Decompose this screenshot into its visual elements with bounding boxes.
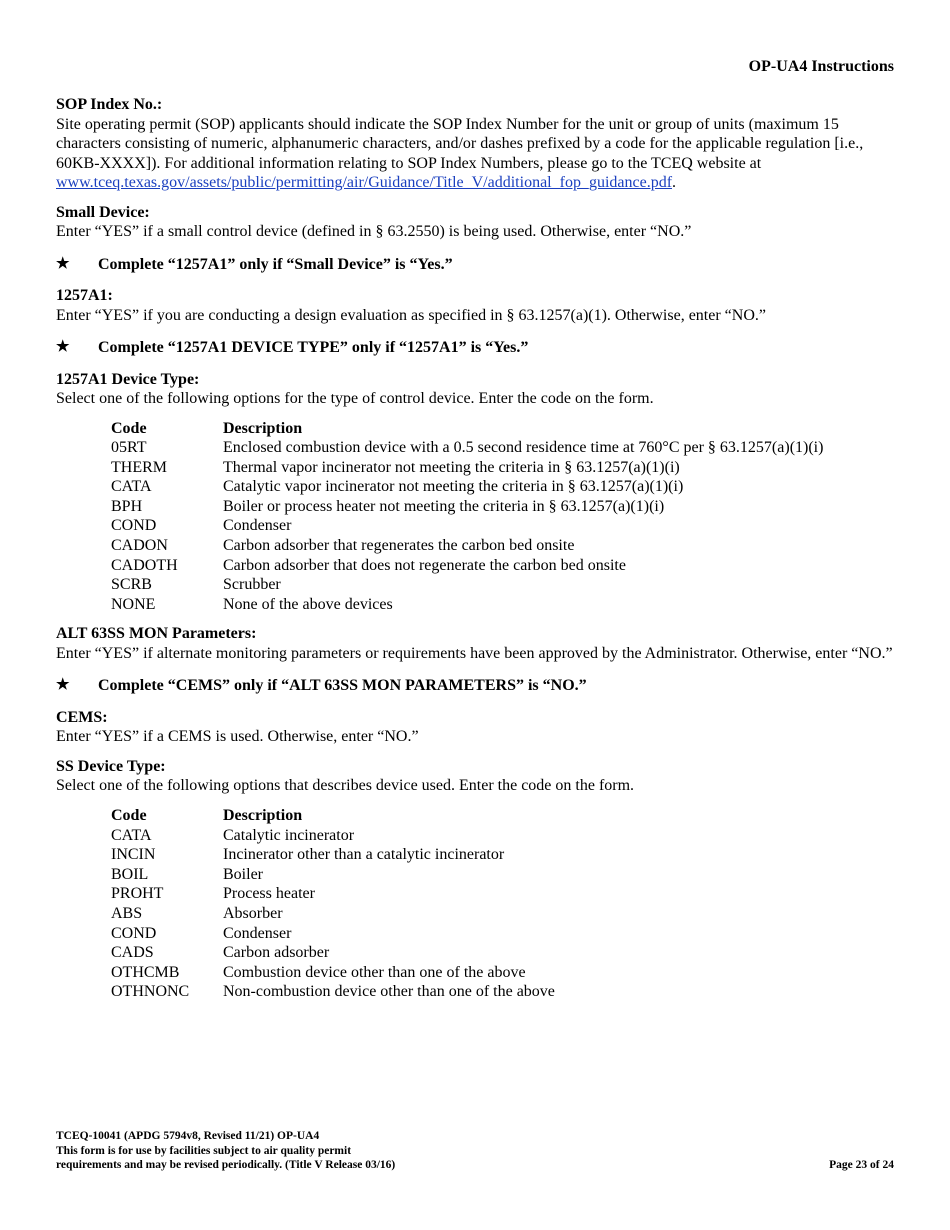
description-cell: Absorber	[223, 904, 283, 922]
device-type-section	[56, 370, 894, 615]
description-cell: Enclosed combustion device with a 0.5 second residence time at 760°C per § 63.1257(a)(1)(i)	[223, 439, 824, 457]
code-cell: CADS	[111, 944, 154, 962]
small-device-section	[56, 203, 894, 242]
description-cell: Catalytic incinerator	[223, 826, 355, 844]
description-column-header: Description	[223, 419, 303, 437]
alt-mon-section	[56, 624, 894, 663]
table-row	[111, 963, 555, 983]
code-cell: BOIL	[111, 865, 149, 883]
sop-index-body: Site operating permit (SOP) applicants should indicate the SOP Index Number for the unit or group of units (maximum 15 characters consisting of numeric, alphanumeric characters, and/or dashes prefixed by a code for the applicable regulation [i.e., 60KB-XXXX]). For additional information relating to SOP Index Numbers, please go to the TCEQ website at	[56, 115, 864, 172]
code-cell: SCRB	[111, 576, 152, 594]
code-cell: CATA	[111, 478, 152, 496]
description-column-header: Description	[223, 806, 303, 824]
device-type-text: Select one of the following options for the type of control device. Enter the code on the form.	[56, 390, 654, 407]
star-icon: ★	[56, 677, 70, 694]
device-type-rows	[111, 438, 823, 614]
1257a1-text: Enter “YES” if you are conducting a design evaluation as specified in § 63.1257(a)(1). Otherwise, enter “NO.”	[56, 306, 766, 324]
description-cell: Incinerator other than a catalytic incinerator	[223, 846, 505, 864]
footer-form-id: TCEQ-10041 (APDG 5794v8, Revised 11/21) OP-UA4	[56, 1130, 320, 1142]
description-cell: Non-combustion device other than one of the above	[223, 983, 555, 1001]
ss-device-heading: SS Device Type:	[56, 757, 166, 775]
device-type-heading: 1257A1 Device Type:	[56, 370, 200, 388]
table-row	[111, 438, 823, 458]
ss-device-rows	[111, 826, 555, 1002]
note-text: Complete “CEMS” only if “ALT 63SS MON PARAMETERS” is “NO.”	[98, 677, 587, 695]
table-row	[111, 982, 555, 1002]
description-cell: Condenser	[223, 924, 292, 942]
code-cell: OTHNONC	[111, 983, 190, 1001]
code-cell: COND	[111, 517, 157, 535]
table-header-row	[111, 806, 555, 826]
page-footer	[56, 1129, 894, 1173]
code-cell: ABS	[111, 904, 143, 922]
note-text: Complete “1257A1” only if “Small Device” is “Yes.”	[98, 255, 453, 273]
description-cell: Boiler	[223, 865, 263, 883]
table-row	[111, 477, 823, 497]
document-page	[56, 0, 894, 1230]
code-cell: CATA	[111, 826, 152, 844]
code-cell: OTHCMB	[111, 963, 180, 981]
table-row	[111, 516, 823, 536]
code-cell: THERM	[111, 458, 167, 476]
description-cell: Boiler or process heater not meeting the criteria in § 63.1257(a)(1)(i)	[223, 497, 665, 515]
footer-notice-line1: This form is for use by facilities subject to air quality permit	[56, 1144, 352, 1157]
description-cell: Combustion device other than one of the above	[223, 963, 526, 981]
description-cell: Catalytic vapor incinerator not meeting the criteria in § 63.1257(a)(1)(i)	[223, 478, 684, 496]
table-row	[111, 536, 823, 556]
table-row	[111, 904, 555, 924]
table-row	[111, 497, 823, 517]
table-row	[111, 458, 823, 478]
table-row	[111, 924, 555, 944]
tceq-guidance-link[interactable]: www.tceq.texas.gov/assets/public/permitting/air/Guidance/Title_V/additional_fop_guidance.pdf	[56, 174, 673, 191]
sop-index-end: .	[672, 174, 677, 191]
description-cell: Condenser	[223, 517, 292, 535]
description-cell: Carbon adsorber that does not regenerate the carbon bed onsite	[223, 556, 626, 574]
code-cell: CADON	[111, 537, 168, 555]
small-device-text: Enter “YES” if a small control device (defined in § 63.2550) is being used. Otherwise, enter “NO.”	[56, 223, 692, 240]
page-number: Page 23 of 24	[829, 1159, 894, 1171]
code-cell: NONE	[111, 595, 156, 613]
description-cell: Scrubber	[223, 576, 281, 594]
note-1257a1-device-type	[56, 338, 894, 358]
device-type-table	[111, 419, 823, 615]
description-cell: Process heater	[223, 885, 315, 903]
cems-text: Enter “YES” if a CEMS is used. Otherwise, enter “NO.”	[56, 728, 419, 746]
table-row	[111, 595, 823, 615]
code-column-header: Code	[111, 806, 147, 824]
sop-index-heading: SOP Index No.:	[56, 96, 163, 113]
code-cell: BPH	[111, 497, 143, 515]
code-cell: CADOTH	[111, 556, 178, 574]
sop-index-section	[56, 95, 894, 193]
note-cems	[56, 676, 894, 696]
description-cell: Carbon adsorber	[223, 944, 330, 962]
code-cell: COND	[111, 924, 157, 942]
cems-section	[56, 708, 894, 747]
code-cell: PROHT	[111, 885, 164, 903]
ss-device-table	[111, 806, 555, 1002]
sop-index-text	[56, 115, 894, 193]
code-cell: INCIN	[111, 846, 156, 864]
1257a1-section	[56, 286, 894, 325]
small-device-heading: Small Device:	[56, 203, 150, 221]
table-row	[111, 865, 555, 885]
1257a1-heading: 1257A1:	[56, 287, 113, 304]
table-row	[111, 556, 823, 576]
star-icon: ★	[56, 339, 70, 355]
alt-mon-heading: ALT 63SS MON Parameters:	[56, 625, 257, 643]
description-cell: None of the above devices	[223, 595, 393, 613]
table-row	[111, 575, 823, 595]
description-cell: Carbon adsorber that regenerates the carbon bed onsite	[223, 537, 575, 555]
footer-notice-line2: requirements and may be revised periodically. (Title V Release 03/16)	[56, 1159, 396, 1172]
note-text: Complete “1257A1 DEVICE TYPE” only if “1257A1” is “Yes.”	[98, 339, 529, 356]
table-row	[111, 884, 555, 904]
code-cell: 05RT	[111, 439, 147, 457]
ss-device-section	[56, 757, 894, 1002]
cems-heading: CEMS:	[56, 708, 108, 726]
table-row	[111, 943, 555, 963]
code-column-header: Code	[111, 419, 147, 437]
note-1257a1	[56, 255, 894, 275]
page-header-title: OP-UA4 Instructions	[748, 58, 894, 75]
alt-mon-text: Enter “YES” if alternate monitoring parameters or requirements have been approved by the Administrator. Otherwise, enter “NO.”	[56, 644, 893, 662]
table-row	[111, 826, 555, 846]
description-cell: Thermal vapor incinerator not meeting the criteria in § 63.1257(a)(1)(i)	[223, 458, 680, 476]
table-row	[111, 845, 555, 865]
ss-device-text: Select one of the following options that describes device used. Enter the code on the form.	[56, 777, 635, 795]
star-icon: ★	[56, 255, 70, 272]
page-content	[56, 95, 894, 1012]
table-header-row	[111, 419, 823, 439]
